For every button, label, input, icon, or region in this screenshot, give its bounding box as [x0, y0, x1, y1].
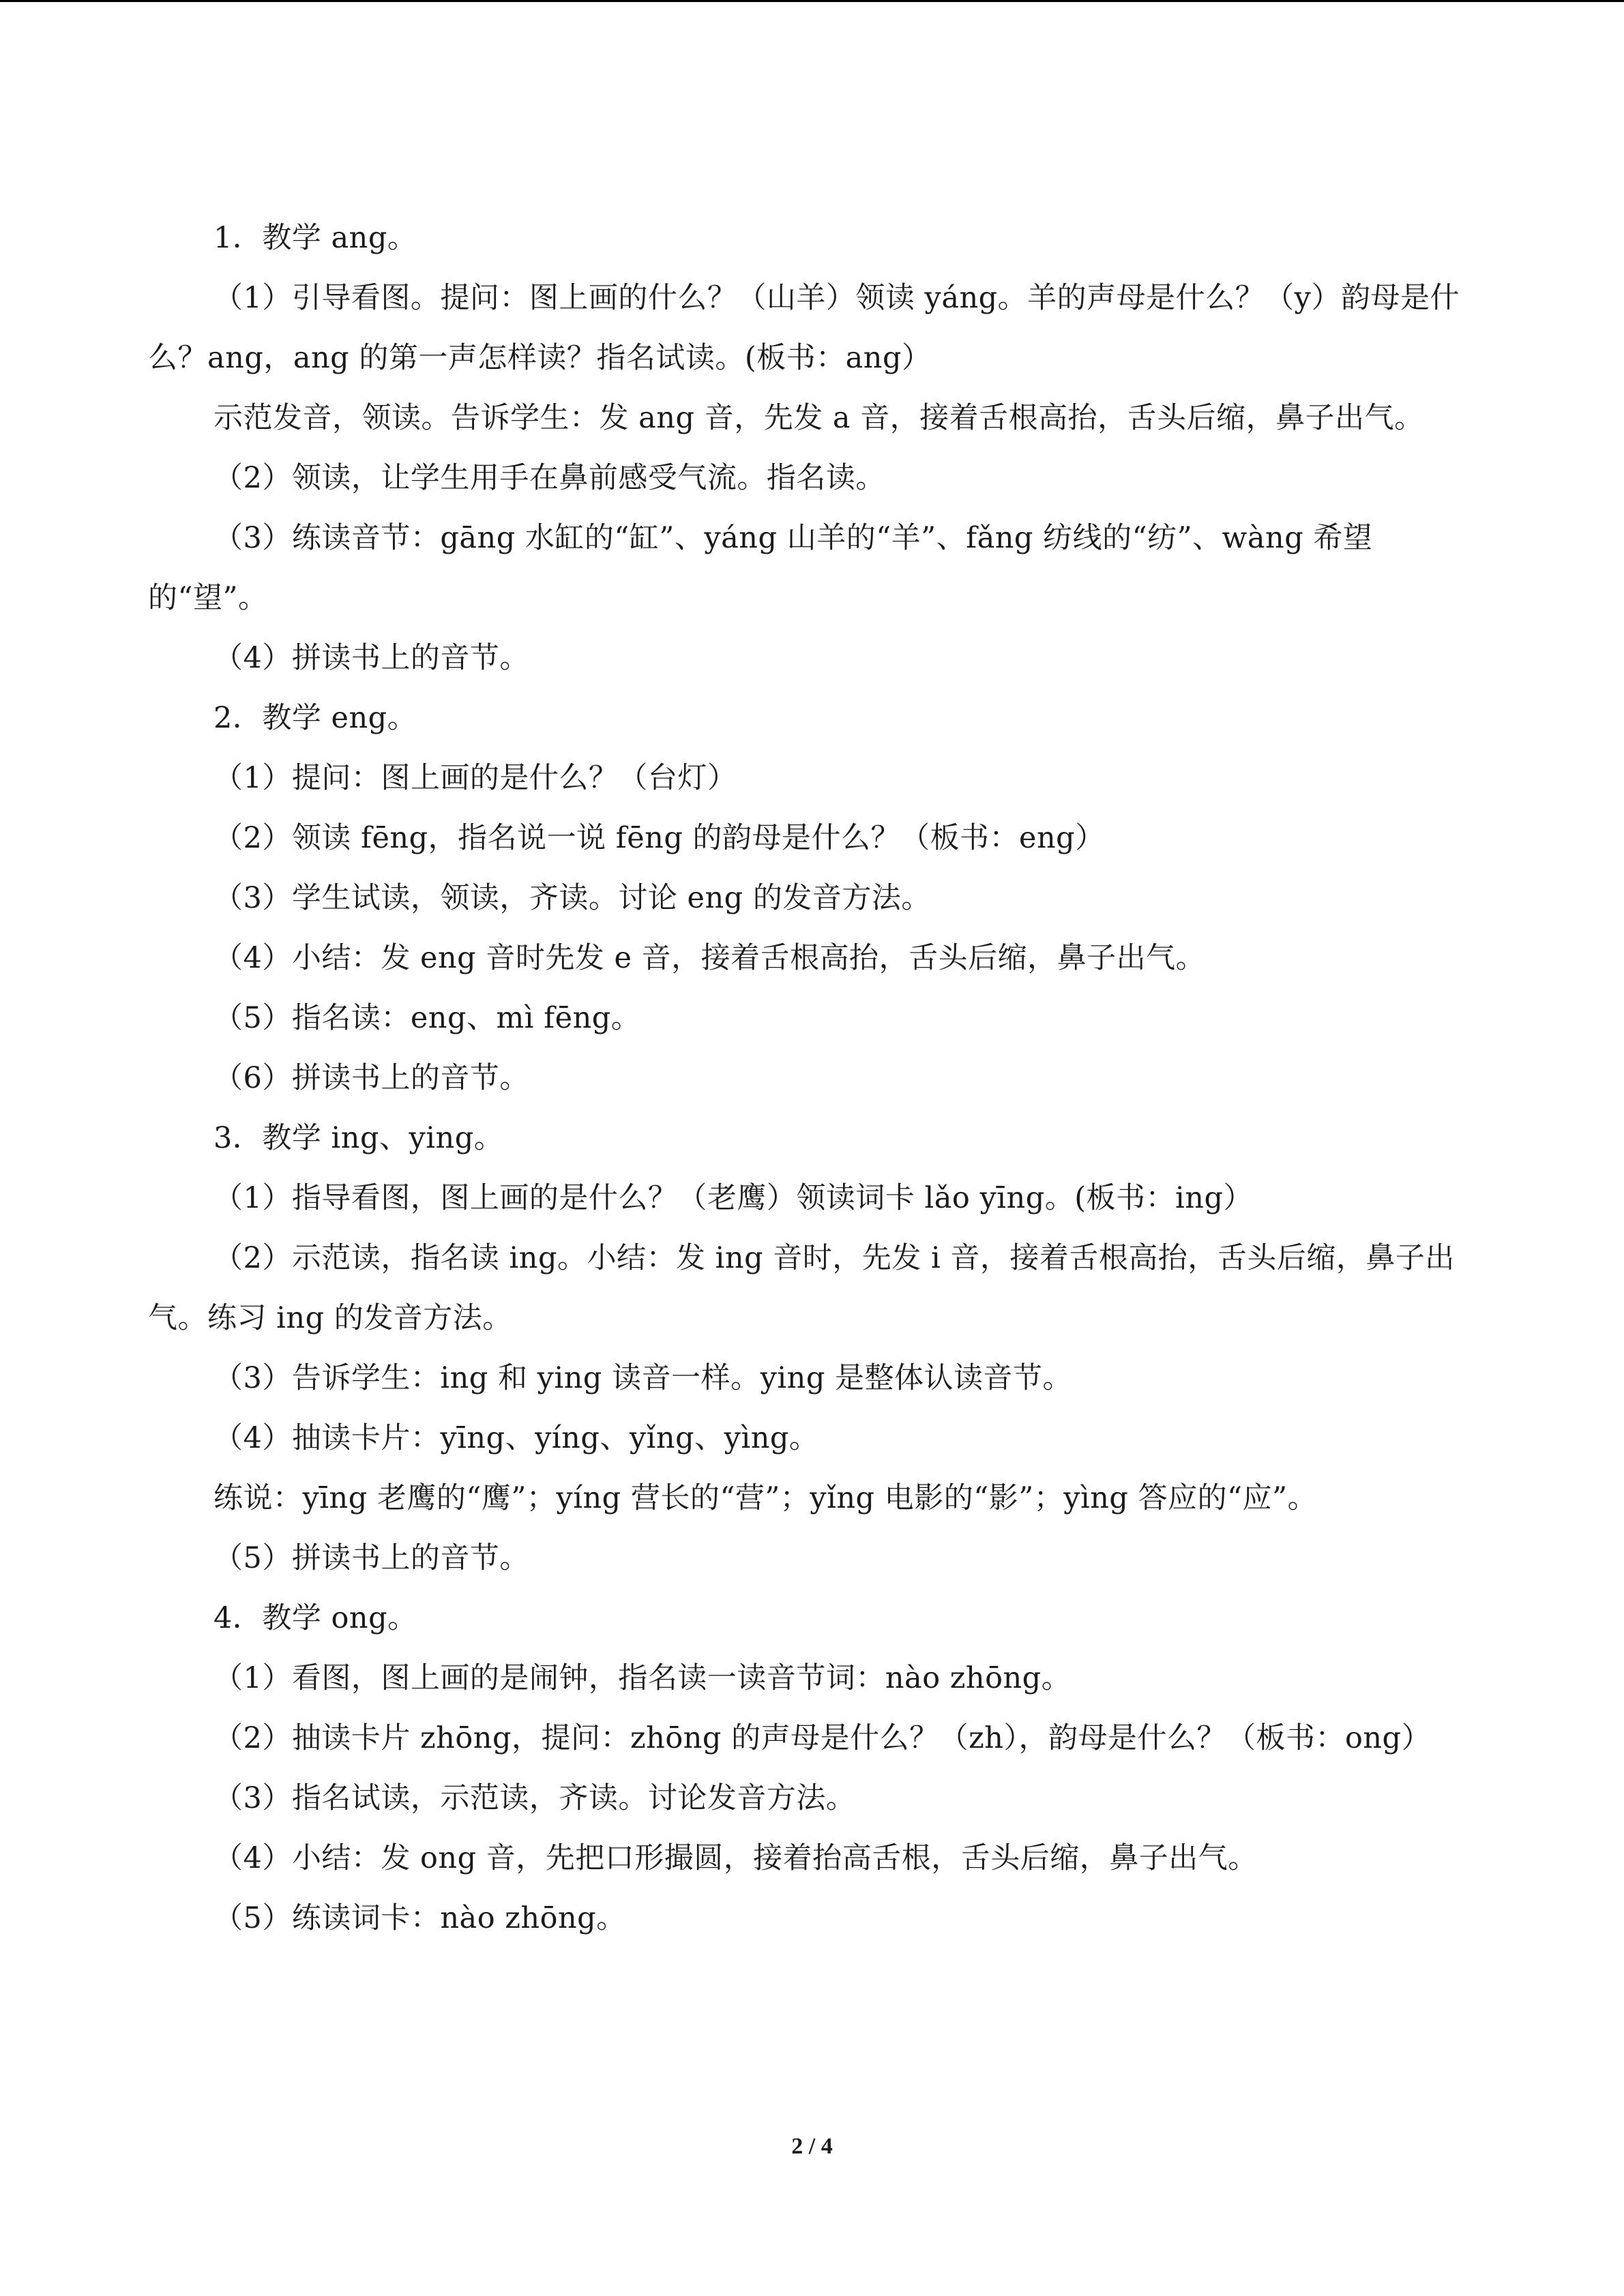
paragraph: （4）小结：发 eng 音时先发 e 音，接着舌根高抬，舌头后缩，鼻子出气。: [213, 941, 1206, 975]
section-heading-ong: 4．教学 ong。: [213, 1601, 417, 1635]
paragraph: （5）指名读：eng、mì fēng。: [213, 1001, 641, 1035]
paragraph: （2）领读 fēng，指名说一说 fēng 的韵母是什么？（板书：eng）: [213, 821, 1105, 855]
section-heading-ing: 3．教学 ing、ying。: [213, 1121, 504, 1155]
paragraph: （2）领读，让学生用手在鼻前感受气流。指名读。: [213, 461, 885, 495]
paragraph: （1）提问：图上画的是什么？（台灯）: [213, 761, 737, 795]
paragraph: （3）告诉学生：ing 和 ying 读音一样。ying 是整体认读音节。: [213, 1361, 1073, 1395]
paragraph: （5）拼读书上的音节。: [213, 1541, 529, 1575]
paragraph: （1）指导看图，图上画的是什么？（老鹰）领读词卡 lǎo yīng。(板书：ing）: [213, 1181, 1253, 1215]
document-body: [148, 208, 1485, 1948]
paragraph: （4）拼读书上的音节。: [213, 641, 529, 675]
paragraph: （3）指名试读，示范读，齐读。讨论发音方法。: [213, 1781, 856, 1815]
paragraph: （2）抽读卡片 zhōng，提问：zhōng 的声母是什么？（zh），韵母是什么？（板书：ong）: [213, 1721, 1432, 1755]
paragraph: （2）示范读，指名读 ing。小结：发 ing 音时，先发 i 音，接着舌根高抬，舌头后缩，鼻子出气。练习 ing 的发音方法。: [148, 1241, 1455, 1335]
paragraph: 示范发音，领读。告诉学生：发 ang 音，先发 a 音，接着舌根高抬，舌头后缩，鼻子出气。: [213, 401, 1424, 435]
paragraph: （6）拼读书上的音节。: [213, 1061, 529, 1095]
paragraph: （1）看图，图上画的是闹钟，指名读一读音节词：nào zhōng。: [213, 1661, 1072, 1695]
section-heading-eng: 2．教学 eng。: [213, 701, 417, 735]
paragraph: （4）抽读卡片：yīng、yíng、yǐng、yìng。: [213, 1421, 819, 1455]
paragraph: （5）练读词卡：nào zhōng。: [213, 1901, 626, 1935]
paragraph: （4）小结：发 ong 音，先把口形撮圆，接着抬高舌根，舌头后缩，鼻子出气。: [213, 1841, 1258, 1875]
section-heading-ang: 1．教学 ang。: [213, 221, 417, 255]
paragraph: （3）练读音节：gāng 水缸的“缸”、yáng 山羊的“羊”、fǎng 纺线的“纺”、wàng 希望的“望”。: [148, 521, 1373, 615]
page-number: 2 / 4: [791, 2134, 833, 2159]
paragraph: 练说：yīng 老鹰的“鹰”；yíng 营长的“营”；yǐng 电影的“影”；yìng 答应的“应”。: [213, 1481, 1318, 1515]
paragraph: （1）引导看图。提问：图上画的什么？（山羊）领读 yáng。羊的声母是什么？（y）韵母是什么？ang，ang 的第一声怎样读？指名试读。(板书：ang）: [148, 281, 1460, 375]
page-top-border: [0, 0, 1624, 2]
paragraph: （3）学生试读，领读，齐读。讨论 eng 的发音方法。: [213, 881, 931, 915]
